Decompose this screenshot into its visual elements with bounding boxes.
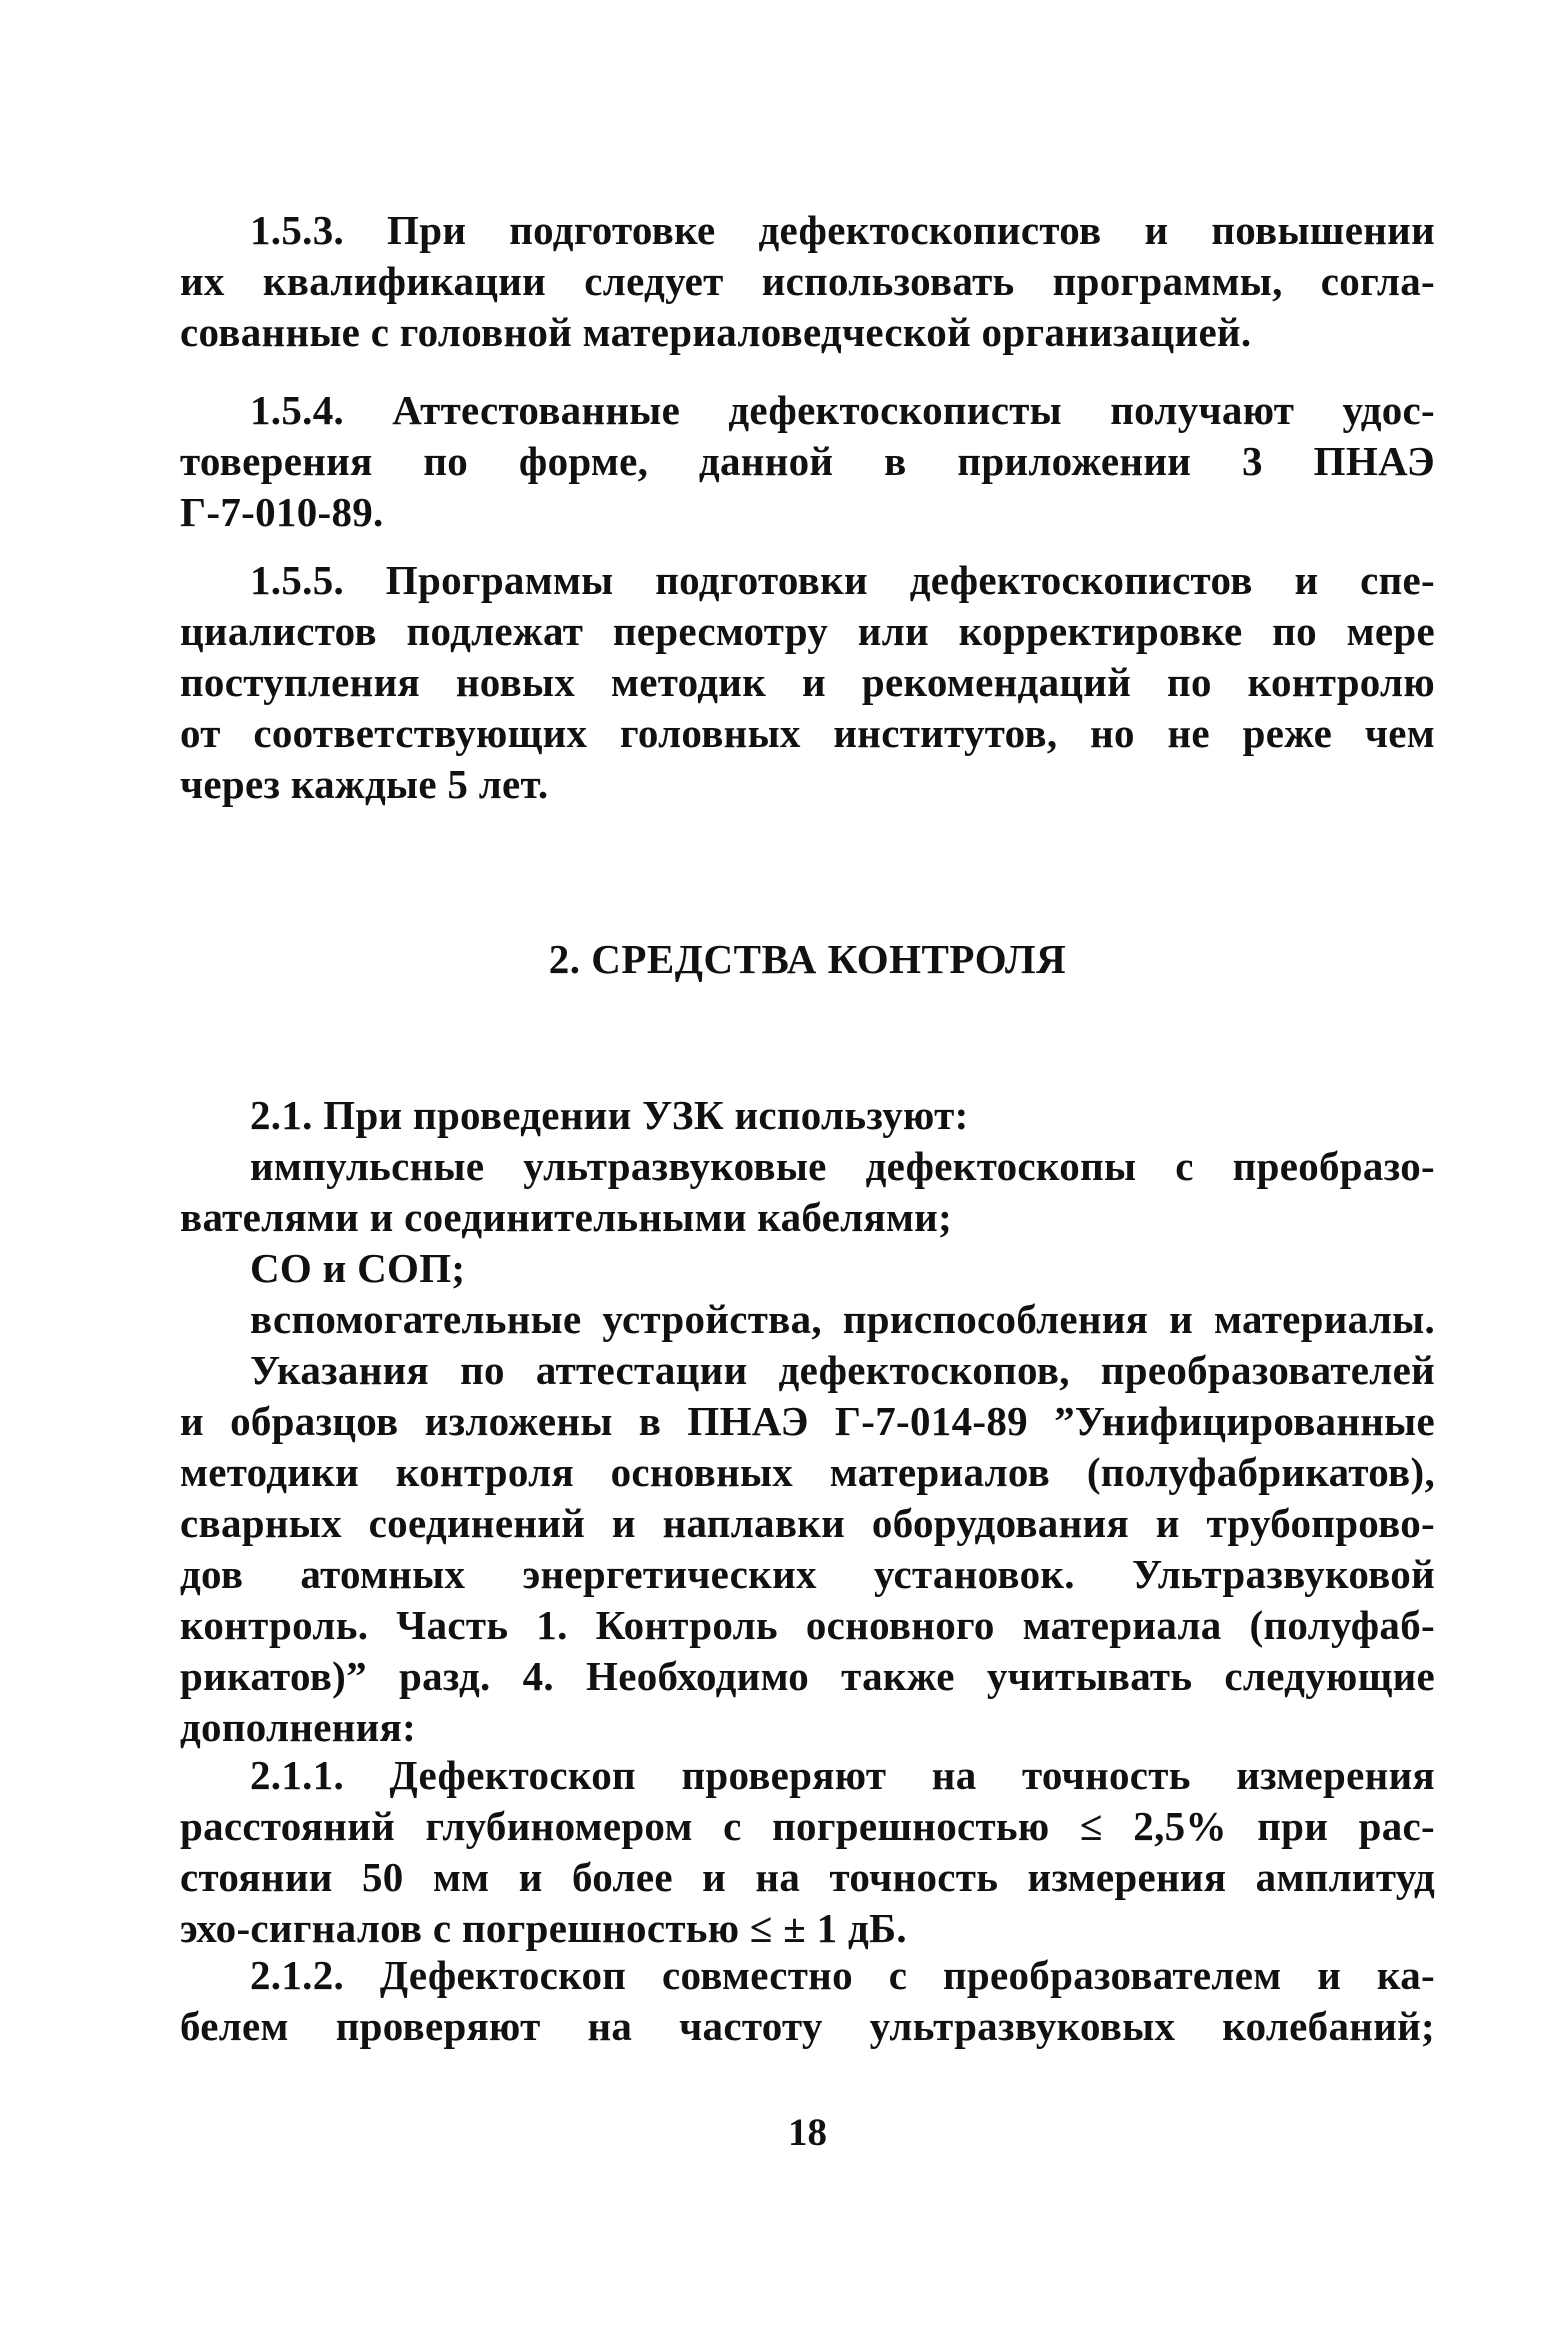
text-line: дополнения:: [180, 1704, 417, 1750]
text-line: 1.5.5. Программы подготовки дефектоскопистов и спе-: [250, 557, 1435, 603]
text-line: 2.1.1. Дефектоскоп проверяют на точность измерения: [250, 1752, 1435, 1798]
text-line: эхо-сигналов с погрешностью ≤ ± 1 дБ.: [180, 1905, 907, 1951]
text-line: расстояний глубиномером с погрешностью ≤ 2,5% при рас-: [180, 1803, 1435, 1849]
text-line: товерения по форме, данной в приложении 3 ПНАЭ: [180, 438, 1435, 484]
text-line: рикатов)” разд. 4. Необходимо также учитывать следующие: [180, 1653, 1435, 1699]
paragraph-1-5-5: [180, 555, 1435, 810]
text-line: вателями и соединительными кабелями;: [180, 1194, 953, 1240]
text-line: импульсные ультразвуковые дефектоскопы с преобразо-: [250, 1143, 1435, 1189]
text-line: 2.1.2. Дефектоскоп совместно с преобразователем и ка-: [250, 1952, 1435, 1998]
text-line: 1.5.4. Аттестованные дефектоскописты получают удос-: [250, 387, 1435, 433]
text-line: поступления новых методик и рекомендаций по контролю: [180, 659, 1435, 705]
page-number: 18: [788, 2111, 827, 2154]
paragraph-2-1-2: [180, 1950, 1435, 2052]
text-line: сованные с головной материаловедческой организацией.: [180, 309, 1252, 355]
text-line: стоянии 50 мм и более и на точность измерения амплитуд: [180, 1854, 1435, 1900]
text-line: Г-7-010-89.: [180, 489, 384, 535]
text-line: 1.5.3. При подготовке дефектоскопистов и повышении: [250, 207, 1435, 253]
text-line: сварных соединений и наплавки оборудования и трубопрово-: [180, 1500, 1435, 1546]
paragraph-1-5-3: [180, 205, 1435, 358]
text-line: от соответствующих головных институтов, но не реже чем: [180, 710, 1435, 756]
text-line: белем проверяют на частоту ультразвуковых колебаний;: [180, 2003, 1435, 2049]
text-line: 2.1. При проведении УЗК используют:: [250, 1092, 969, 1138]
text-line: через каждые 5 лет.: [180, 761, 549, 807]
section-heading: 2. СРЕДСТВА КОНТРОЛЯ: [548, 936, 1067, 982]
text-line: и образцов изложены в ПНАЭ Г-7-014-89 ”Унифицированные: [180, 1398, 1435, 1444]
text-line: их квалификации следует использовать программы, согла-: [180, 258, 1435, 304]
text-line: СО и СОП;: [250, 1245, 466, 1291]
text-line: циалистов подлежат пересмотру или корректировке по мере: [180, 608, 1435, 654]
text-line: вспомогательные устройства, приспособления и материалы.: [250, 1296, 1435, 1342]
paragraph-2-1-1: [180, 1750, 1435, 1954]
document-page: [180, 205, 1435, 2265]
text-line: контроль. Часть 1. Контроль основного материала (полуфаб-: [180, 1602, 1435, 1648]
text-line: дов атомных энергетических установок. Ультразвуковой: [180, 1551, 1435, 1597]
paragraph-2-1: [180, 1090, 1435, 1753]
text-line: Указания по аттестации дефектоскопов, преобразователей: [250, 1347, 1435, 1393]
text-line: методики контроля основных материалов (полуфабрикатов),: [180, 1449, 1435, 1495]
paragraph-1-5-4: [180, 385, 1435, 538]
